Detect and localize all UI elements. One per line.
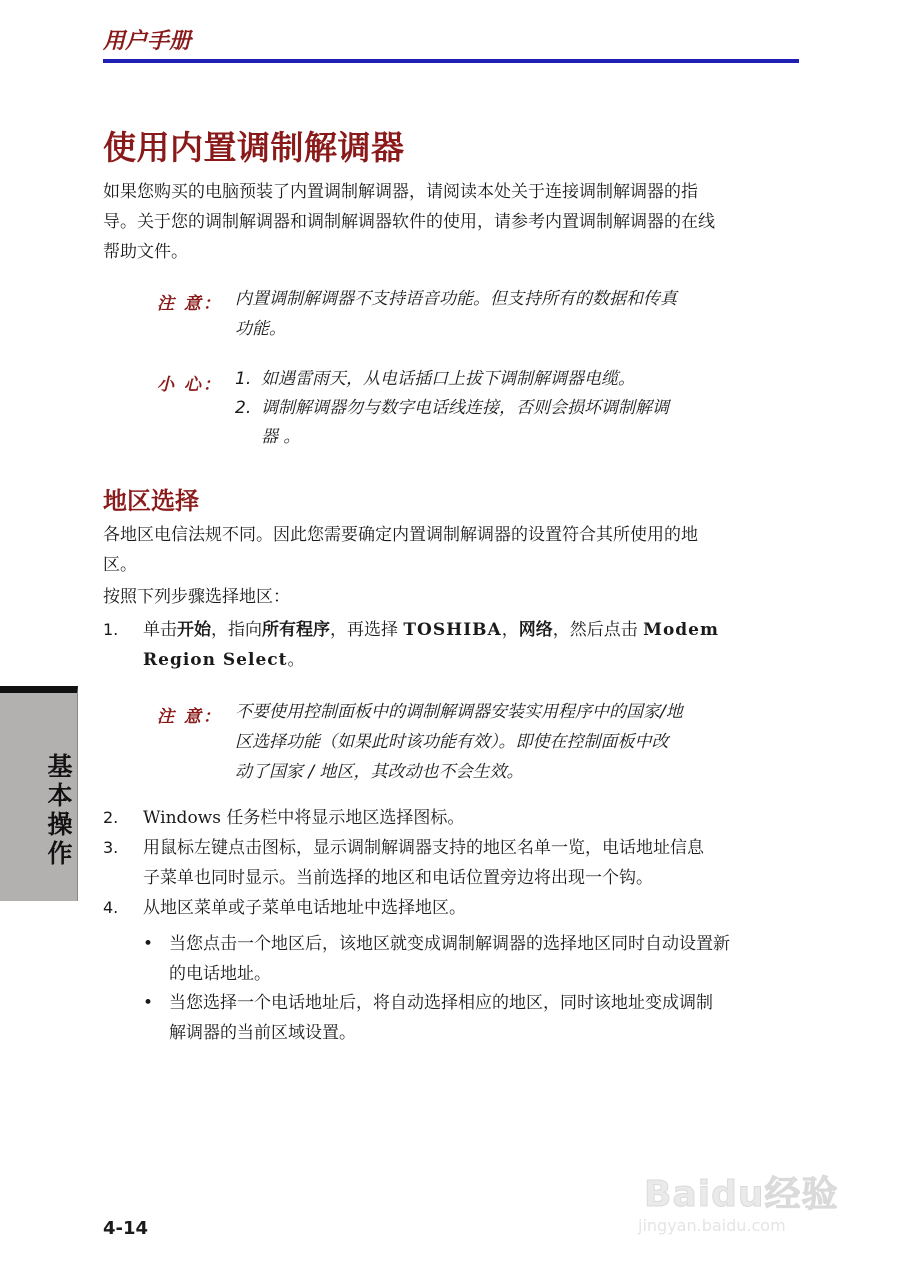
step-text: 。 bbox=[287, 650, 305, 670]
step-line: Windows 任务栏中将显示地区选择图标。 bbox=[143, 808, 465, 828]
note-label: 注 意： bbox=[157, 294, 222, 314]
bullet-line: 当您点击一个地区后，该地区就变成调制解调器的选择地区同时自动设置新 bbox=[169, 934, 730, 954]
chapter-side-tab bbox=[0, 686, 78, 901]
intro-line: 如果您购买的电脑预装了内置调制解调器，请阅读本处关于连接调制解调器的指 bbox=[103, 182, 698, 202]
bullet-line: 的电话地址。 bbox=[169, 964, 271, 984]
bullet-icon: • bbox=[143, 934, 154, 954]
network-ref: 网络 bbox=[518, 620, 553, 640]
step-4 bbox=[103, 893, 803, 923]
caution-label: 小 心： bbox=[157, 375, 222, 395]
baidu-watermark bbox=[636, 1158, 866, 1248]
step-text: ，再选择 bbox=[330, 620, 404, 640]
caution-line: 器 。 bbox=[261, 427, 301, 447]
step-line: 用鼠标左键点击图标，显示调制解调器支持的地区名单一览，电话地址信息 bbox=[143, 838, 704, 858]
caution-number: 1. bbox=[235, 369, 252, 389]
intro-line: 导。关于您的调制解调器和调制解调器软件的使用，请参考内置调制解调器的在线 bbox=[103, 212, 715, 232]
page-header-title: 用户手册 bbox=[103, 29, 192, 54]
step-body bbox=[143, 615, 803, 675]
page-number: 4-14 bbox=[103, 1218, 149, 1239]
chapter-side-tab-label: 基本操作 bbox=[44, 753, 73, 869]
caution-item-1 bbox=[235, 365, 755, 394]
note-label-2: 注 意： bbox=[157, 707, 222, 727]
bullet-line: 解调器的当前区域设置。 bbox=[169, 1023, 356, 1043]
bullet-line: 当您选择一个电话地址后，将自动选择相应的地区，同时该地址变成调制 bbox=[169, 993, 713, 1013]
watermark-url: jingyan.baidu.com bbox=[638, 1216, 786, 1235]
step-3 bbox=[103, 833, 803, 893]
note-line: 不要使用控制面板中的调制解调器安装实用程序中的国家/地 bbox=[235, 702, 683, 722]
step-number: 1. bbox=[103, 620, 119, 639]
all-programs-ref: 所有程序 bbox=[262, 620, 330, 640]
region-paragraph bbox=[103, 520, 803, 580]
caution-line: 如遇雷雨天，从电话插口上拔下调制解调器电缆。 bbox=[261, 369, 635, 389]
note-line: 区选择功能（如果此时该功能有效）。即使在控制面板中改 bbox=[235, 732, 669, 752]
step-number: 4. bbox=[103, 898, 119, 917]
region-select-ref: Region Select bbox=[143, 650, 288, 670]
section-title-region-select: 地区选择 bbox=[103, 487, 199, 515]
step-text: 单击 bbox=[143, 620, 177, 640]
note-text-2 bbox=[235, 697, 755, 787]
note-line: 内置调制解调器不支持语音功能。但支持所有的数据和传真 bbox=[235, 289, 677, 309]
step-line: 从地区菜单或子菜单电话地址中选择地区。 bbox=[143, 898, 466, 918]
step-number: 2. bbox=[103, 808, 119, 827]
header-rule bbox=[103, 59, 799, 63]
intro-line: 帮助文件。 bbox=[103, 242, 188, 262]
section-title-internal-modem: 使用内置调制解调器 bbox=[103, 128, 405, 167]
paragraph-line: 区。 bbox=[103, 555, 137, 575]
step-text: ，然后点击 bbox=[552, 620, 644, 640]
bullet-item-1 bbox=[143, 929, 803, 989]
step-2 bbox=[103, 803, 803, 833]
bullet-item-2 bbox=[143, 988, 803, 1048]
note-text bbox=[235, 284, 755, 344]
step-1 bbox=[103, 615, 803, 675]
watermark-logo-text: Baidu经验 bbox=[644, 1174, 839, 1215]
bullet-icon: • bbox=[143, 993, 154, 1013]
start-menu-ref: 开始 bbox=[177, 620, 211, 640]
modem-ref: Modem bbox=[643, 620, 719, 640]
step-line: 子菜单也同时显示。当前选择的地区和电话位置旁边将出现一个钩。 bbox=[143, 868, 653, 888]
paragraph-line: 各地区电信法规不同。因此您需要确定内置调制解调器的设置符合其所使用的地 bbox=[103, 525, 698, 545]
note-line: 功能。 bbox=[235, 319, 286, 339]
caution-line: 调制解调器勿与数字电话线连接，否则会损坏调制解调 bbox=[261, 398, 669, 418]
toshiba-ref: TOSHIBA bbox=[403, 620, 502, 640]
note-line: 动了国家 / 地区，其改动也不会生效。 bbox=[235, 762, 524, 782]
step-text: ， bbox=[501, 620, 519, 640]
steps-intro: 按照下列步骤选择地区： bbox=[103, 587, 290, 607]
caution-item-2 bbox=[235, 394, 755, 452]
step-text: ，指向 bbox=[211, 620, 262, 640]
step-number: 3. bbox=[103, 838, 119, 857]
intro-paragraph bbox=[103, 177, 803, 267]
caution-number: 2. bbox=[235, 398, 252, 418]
